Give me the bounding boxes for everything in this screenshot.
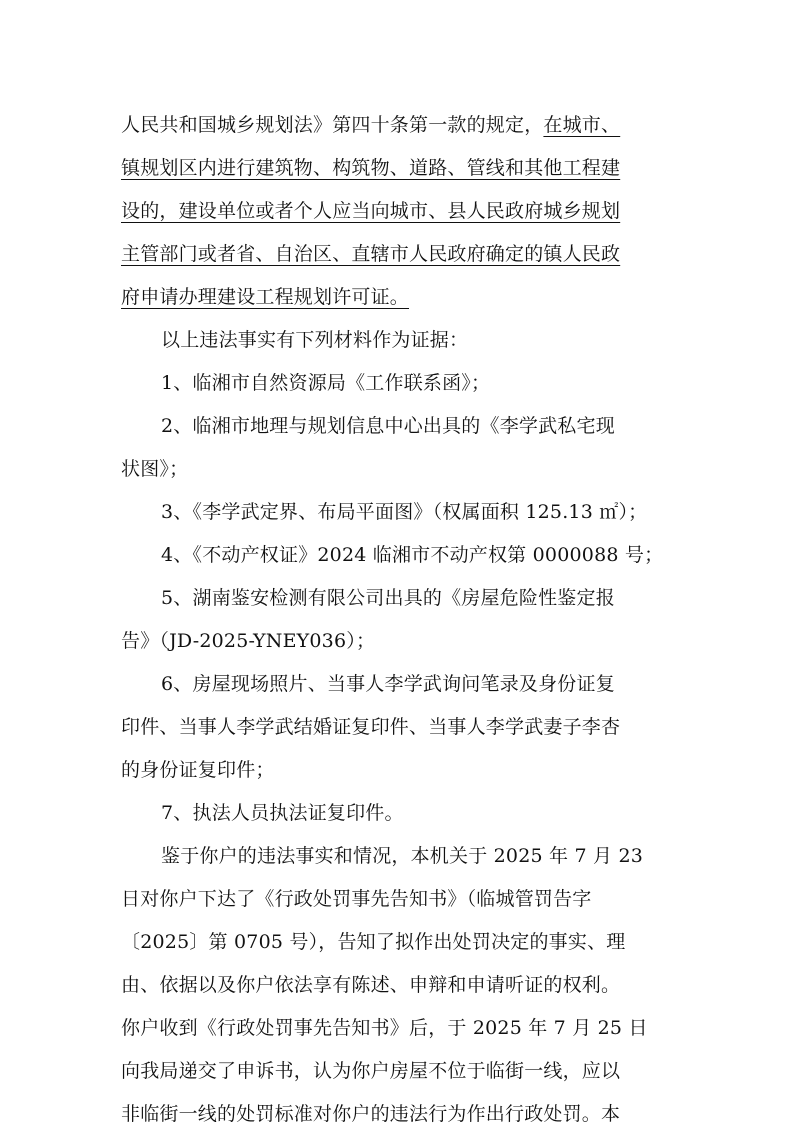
evidence-item-6-cont: 印件、当事人李学武结婚证复印件、当事人李学武妻子李杏: [121, 716, 621, 738]
text-segment: 人民共和国城乡规划法》第四十条第一款的规定，: [121, 114, 544, 136]
evidence-item-7: 7、执法人员执法证复印件。: [161, 802, 404, 824]
paragraph-line: 由、依据以及你户依法享有陈述、申辩和申请听证的权利。: [121, 974, 621, 996]
text-line: [121, 104, 681, 147]
evidence-intro: 以上违法事实有下列材料作为证据：: [161, 329, 469, 351]
paragraph-line: 〔2025〕第 0705 号），告知了拟作出处罚决定的事实、理: [121, 931, 626, 953]
evidence-item-2: 2、临湘市地理与规划信息中心出具的《李学武私宅现: [161, 415, 615, 437]
paragraph-line: 日对你户下达了《行政处罚事先告知书》（临城管罚告字: [121, 888, 592, 910]
paragraph-line: 非临街一线的处罚标准对你户的违法行为作出行政处罚。本: [121, 1103, 621, 1125]
evidence-item-3: 3、《李学武定界、布局平面图》（权属面积 125.13 ㎡）；: [161, 501, 648, 523]
underlined-line: 设的，建设单位或者个人应当向城市、县人民政府城乡规划: [121, 200, 621, 222]
underlined-line: 镇规划区内进行建筑物、构筑物、道路、管线和其他工程建: [121, 157, 621, 179]
evidence-item-5-cont: 告》（JD-2025-YNEY036）；: [121, 630, 376, 652]
underlined-line: 主管部门或者省、自治区、直辖市人民政府确定的镇人民政: [121, 243, 621, 265]
evidence-item-2-cont: 状图》；: [121, 458, 189, 480]
text-line: [121, 276, 681, 319]
document-body: [121, 104, 681, 1136]
paragraph-line: 你户收到《行政处罚事先告知书》后，于 2025 年 7 月 25 日: [121, 1017, 648, 1039]
paragraph-line: 向我局递交了申诉书，认为你户房屋不位于临街一线，应以: [121, 1060, 621, 1082]
evidence-item-5: 5、湖南鉴安检测有限公司出具的《房屋危险性鉴定报: [161, 587, 615, 609]
underlined-segment: 在城市、: [543, 114, 621, 136]
evidence-item-6-cont: 的身份证复印件；: [121, 759, 275, 781]
evidence-item-4: 4、《不动产权证》2024 临湘市不动产权第 0000088 号；: [161, 544, 664, 566]
underlined-segment: 府申请办理建设工程规划许可证。: [121, 286, 410, 308]
evidence-item-6: 6、房屋现场照片、当事人李学武询问笔录及身份证复: [161, 673, 615, 695]
evidence-item-1: 1、临湘市自然资源局《工作联系函》；: [161, 372, 491, 394]
paragraph-line: 鉴于你户的违法事实和情况，本机关于 2025 年 7 月 23: [161, 845, 644, 867]
